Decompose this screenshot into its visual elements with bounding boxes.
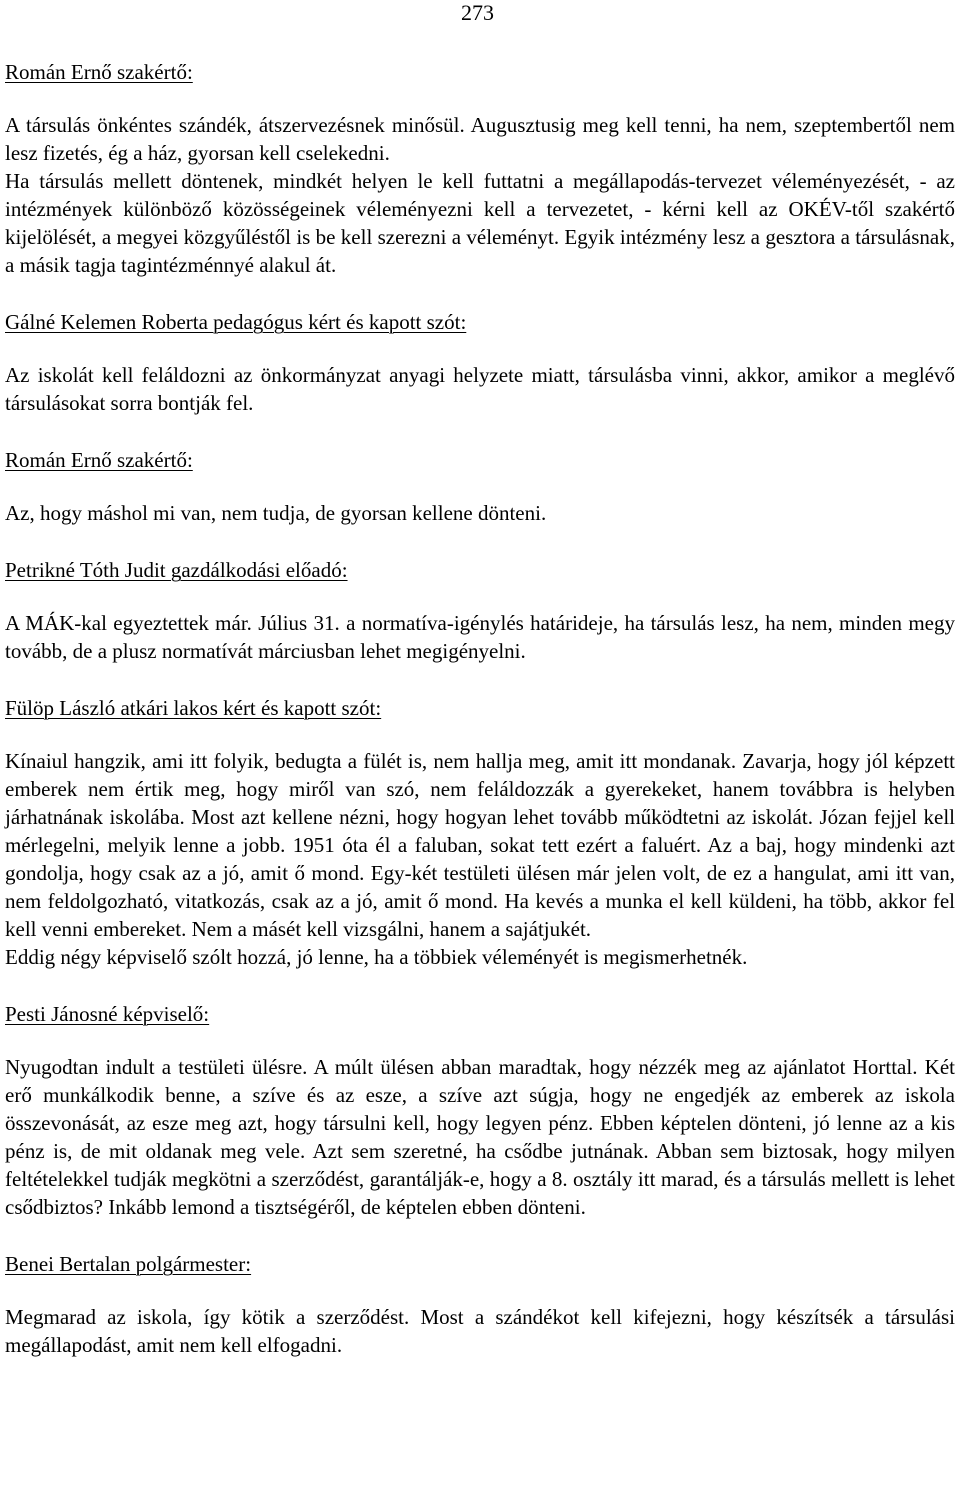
speaker-heading: Gálné Kelemen Roberta pedagógus kért és kapott szót: bbox=[5, 310, 467, 334]
speaker-heading: Petrikné Tóth Judit gazdálkodási előadó: bbox=[5, 558, 348, 582]
paragraph: Az iskolát kell feláldozni az önkormányzat anyagi helyzete miatt, társulásba vinni, akkor, amikor a meglévő társulásokat sorra bontják fel. bbox=[5, 363, 955, 415]
speaker-heading: Román Ernő szakértő: bbox=[5, 448, 193, 472]
speaker-heading: Pesti Jánosné képviselő: bbox=[5, 1002, 210, 1026]
speaker-heading: Fülöp László atkári lakos kért és kapott szót: bbox=[5, 696, 382, 720]
page-number: 273 bbox=[461, 0, 494, 25]
speaker-heading: Benei Bertalan polgármester: bbox=[5, 1252, 252, 1276]
paragraph: Az, hogy máshol mi van, nem tudja, de gyorsan kellene dönteni. bbox=[5, 501, 547, 525]
paragraph: A MÁK-kal egyeztettek már. Július 31. a normatíva-igénylés határideje, ha társulás lesz, ha nem, minden megy tovább, de a plusz normatívát márciusban lehet megigényelni. bbox=[5, 611, 955, 663]
paragraph: A társulás önkéntes szándék, átszervezésnek minősül. Augusztusig meg kell tenni, ha nem, szeptembertől nem lesz fizetés, ég a ház, gyorsan kell cselekedni. bbox=[5, 113, 955, 165]
paragraph: Ha társulás mellett döntenek, mindkét helyen le kell futtatni a megállapodás-tervezet véleményezését, - az intézmények különböző közösségeinek véleményezni kell a tervezetet, - kérni kell az OKÉV-től szakértő kijelölését, a megyei közgyűléstől is be kell szerezni a véleményt. Egyik intézmény lesz a gesztora a társulásnak, a másik tagja tagintézménnyé alakul át. bbox=[5, 169, 955, 277]
paragraph: Kínaiul hangzik, ami itt folyik, bedugta a fülét is, nem hallja meg, amit itt mondanak. Zavarja, hogy jól képzett emberek nem értik meg, hogy miről van szó, nem feláldozzák a gyerekeket, hanem továbbra is helyben járhatnának iskolába. Most azt kellene nézni, hogy hogyan lehet tovább működtetni az iskolát. Józan fejjel kell mérlegelni, melyik lenne a jobb. 1951 óta él a faluban, sokat tett ezért a faluért. Az a baj, hogy mindenki azt gondolja, hogy csak az a jó, amit ő mond. Egy-két testületi ülésen már jelen volt, de ez a hangulat, ami itt van, nem feldolgozható, vitatkozás, csak az a jó, amit ő mond. Ha kevés a munka el kell küldeni, ha több, akkor fel kell venni embereket. Nem a másét kell vizsgálni, hanem a sajátjukét. bbox=[5, 749, 955, 941]
paragraph: Megmarad az iskola, így kötik a szerződést. Most a szándékot kell kifejezni, hogy készítsék a társulási megállapodást, amit nem kell elfogadni. bbox=[5, 1305, 955, 1357]
paragraph: Nyugodtan indult a testületi ülésre. A múlt ülésen abban maradtak, hogy nézzék meg az ajánlatot Horttal. Két erő munkálkodik benne, a szíve és az esze, a szíve azt súgja, hogy ne engedjék az emberek az iskola összevonását, az esze meg azt, hogy társulni kell, hogy legyen pénz. Ebben képtelen dönteni, jó lenne az a kis pénz is, de mit oldanak meg vele. Azt sem szeretné, ha csődbe jutnának. Abban sem biztosak, hogy milyen feltételekkel tudják megkötni a szerződést, garantálják-e, hogy a 8. osztály itt marad, és a társulás mellett is lehet csődbiztos? Inkább lemond a tisztségéről, de képtelen ebben dönteni. bbox=[5, 1055, 955, 1219]
document-body bbox=[5, 58, 955, 1359]
speaker-heading: Román Ernő szakértő: bbox=[5, 60, 193, 84]
paragraph: Eddig négy képviselő szólt hozzá, jó lenne, ha a többiek véleményét is megismerhetnék. bbox=[5, 945, 748, 969]
